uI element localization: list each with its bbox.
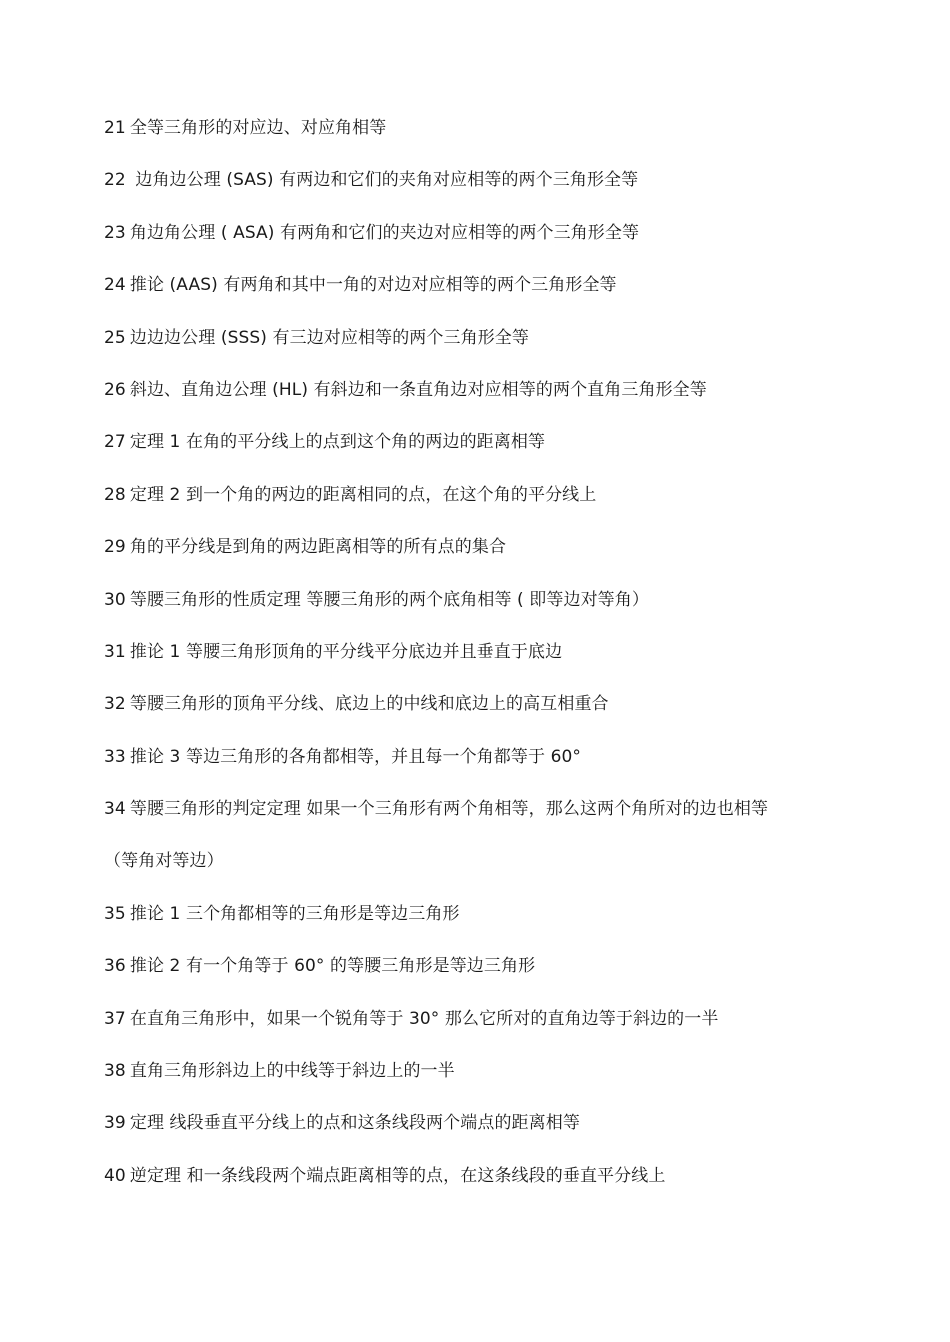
line-text: 等腰三角形的顶角平分线、底边上的中线和底边上的高互相重合	[129, 694, 609, 715]
line-text: 定理 2 到一个角的两边的距离相同的点，在这个角的平分线上	[129, 484, 597, 505]
line-number: 27	[104, 432, 126, 453]
theorem-line-29	[104, 533, 904, 585]
theorem-line-35	[104, 900, 904, 952]
line-text: 边角边公理 (SAS) 有两边和它们的夹角对应相等的两个三角形全等	[129, 170, 639, 191]
line-text: 推论 2 有一个角等于 60° 的等腰三角形是等边三角形	[129, 956, 536, 977]
theorem-line-23	[104, 219, 904, 271]
line-number: 23	[104, 222, 126, 243]
line-number: 36	[104, 956, 126, 977]
theorem-line-25	[104, 324, 904, 376]
line-number: 40	[104, 1165, 126, 1186]
line-text: 定理 线段垂直平分线上的点和这条线段两个端点的距离相等	[129, 1113, 580, 1134]
theorem-line-38	[104, 1057, 904, 1109]
line-number: 21	[104, 118, 126, 138]
line-text: 斜边、直角边公理 (HL) 有斜边和一条直角边对应相等的两个直角三角形全等	[129, 379, 707, 400]
line-number: 33	[104, 746, 126, 767]
line-text: 定理 1 在角的平分线上的点到这个角的两边的距离相等	[129, 432, 546, 453]
line-text: 全等三角形的对应边、对应角相等	[129, 118, 387, 138]
theorem-line-28	[104, 481, 904, 533]
line-number: 38	[104, 1061, 126, 1082]
line-text: （等角对等边）	[104, 851, 224, 872]
line-text: 在直角三角形中，如果一个锐角等于 30° 那么它所对的直角边等于斜边的一半	[129, 1008, 719, 1029]
line-number: 29	[104, 537, 126, 558]
theorem-line-37	[104, 1005, 904, 1057]
theorem-line-32	[104, 690, 904, 742]
theorem-line-40	[104, 1162, 904, 1214]
line-number: 28	[104, 484, 126, 505]
line-text: 边边边公理 (SSS) 有三边对应相等的两个三角形全等	[129, 327, 529, 348]
line-text: 直角三角形斜边上的中线等于斜边上的一半	[129, 1061, 455, 1082]
theorem-list	[104, 114, 904, 1214]
theorem-line-33	[104, 743, 904, 795]
theorem-line-24	[104, 271, 904, 323]
line-text: 角边角公理 ( ASA) 有两角和它们的夹边对应相等的两个三角形全等	[129, 222, 640, 243]
line-text: 推论 1 三个角都相等的三角形是等边三角形	[129, 903, 460, 924]
line-text: 推论 3 等边三角形的各角都相等，并且每一个角都等于 60°	[129, 746, 582, 767]
line-text: 等腰三角形的判定定理 如果一个三角形有两个角相等，那么这两个角所对的边也相等	[129, 799, 769, 820]
theorem-line-34-continued	[104, 847, 904, 899]
line-text: 角的平分线是到角的两边距离相等的所有点的集合	[129, 537, 507, 558]
line-text: 逆定理 和一条线段两个端点距离相等的点，在这条线段的垂直平分线上	[129, 1165, 666, 1186]
line-number: 31	[104, 641, 126, 662]
line-text: 推论 1 等腰三角形顶角的平分线平分底边并且垂直于底边	[129, 641, 563, 662]
line-number: 32	[104, 694, 126, 715]
line-number: 22	[104, 170, 126, 191]
line-number: 35	[104, 903, 126, 924]
line-number: 26	[104, 379, 126, 400]
theorem-line-27	[104, 428, 904, 480]
theorem-line-22	[104, 166, 904, 218]
theorem-line-21	[104, 114, 904, 166]
line-text: 等腰三角形的性质定理 等腰三角形的两个底角相等 ( 即等边对等角）	[129, 589, 649, 610]
theorem-line-31	[104, 638, 904, 690]
theorem-line-30	[104, 586, 904, 638]
line-text: 推论 (AAS) 有两角和其中一角的对边对应相等的两个三角形全等	[129, 275, 617, 296]
line-number: 24	[104, 275, 126, 296]
theorem-line-39	[104, 1109, 904, 1161]
theorem-line-26	[104, 376, 904, 428]
line-number: 30	[104, 589, 126, 610]
line-number: 34	[104, 799, 126, 820]
line-number: 25	[104, 327, 126, 348]
theorem-line-36	[104, 952, 904, 1004]
line-number: 37	[104, 1008, 126, 1029]
line-number: 39	[104, 1113, 126, 1134]
theorem-line-34	[104, 795, 904, 847]
